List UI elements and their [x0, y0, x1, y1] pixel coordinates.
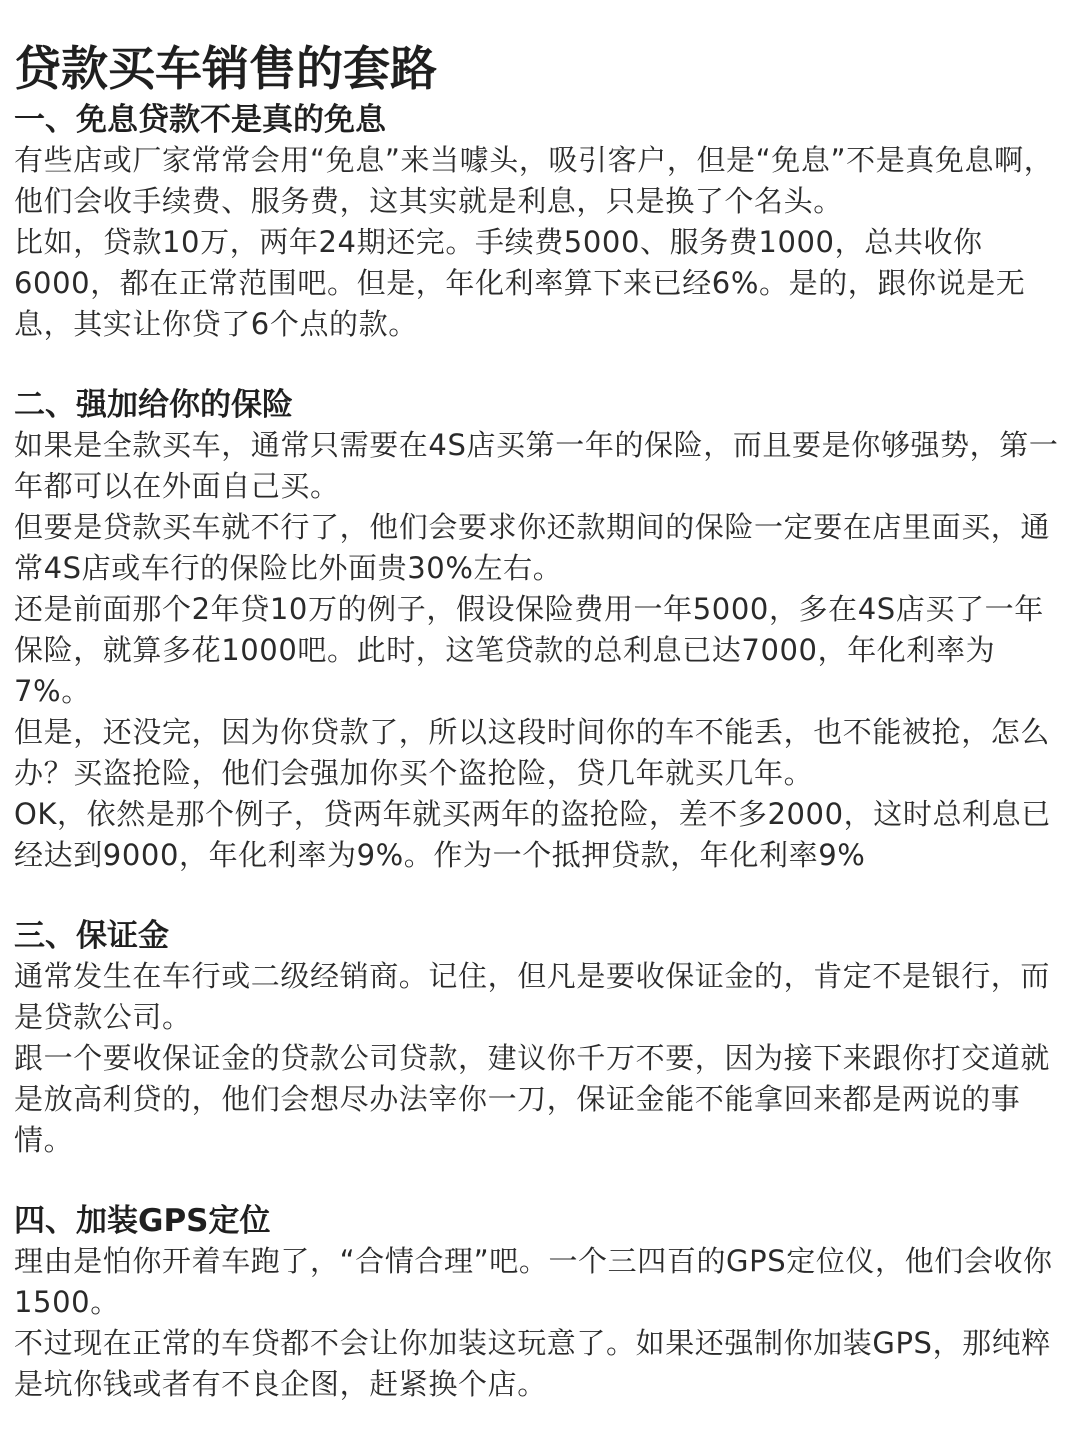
paragraph: 有些店或厂家常常会用“免息”来当噱头，吸引客户，但是“免息”不是真免息啊，他们会收手续费、服务费，这其实就是利息，只是换了个名头。 — [14, 143, 1054, 218]
paragraph: OK，依然是那个例子，贷两年就买两年的盗抢险，差不多2000，这时总利息已经达到9000，年化利率为9%。作为一个抵押贷款，年化利率9% — [14, 797, 1051, 872]
paragraph: 通常发生在车行或二级经销商。记住，但凡是要收保证金的，肯定不是银行，而是贷款公司。 — [14, 959, 1051, 1034]
section-2 — [14, 385, 1070, 876]
section-3 — [14, 916, 1070, 1161]
section-heading: 三、保证金 — [14, 918, 169, 954]
paragraph: 比如，贷款10万，两年24期还完。手续费5000、服务费1000，总共收你6000，都在正常范围吧。但是，年化利率算下来已经6%。是的，跟你说是无息，其实让你贷了6个点的款。 — [14, 225, 1026, 341]
section-1 — [14, 100, 1070, 345]
paragraph: 但要是贷款买车就不行了，他们会要求你还款期间的保险一定要在店里面买，通常4S店或车行的保险比外面贵30%左右。 — [14, 510, 1051, 585]
paragraph: 如果是全款买车，通常只需要在4S店买第一年的保险，而且要是你够强势，第一年都可以在外面自己买。 — [14, 428, 1059, 503]
section-heading: 四、加装GPS定位 — [14, 1203, 271, 1239]
paragraph: 但是，还没完，因为你贷款了，所以这段时间你的车不能丢，也不能被抢，怎么办？买盗抢险，他们会强加你买个盗抢险，贷几年就买几年。 — [14, 715, 1051, 790]
paragraph: 还是前面那个2年贷10万的例子，假设保险费用一年5000，多在4S店买了一年保险，就算多花1000吧。此时，这笔贷款的总利息已达7000，年化利率为7%。 — [14, 592, 1044, 708]
article — [14, 40, 1070, 1405]
paragraph: 理由是怕你开着车跑了，“合情合理”吧。一个三四百的GPS定位仪，他们会收你1500。 — [14, 1244, 1053, 1319]
page-title: 贷款买车销售的套路 — [14, 42, 437, 97]
paragraph: 跟一个要收保证金的贷款公司贷款，建议你千万不要，因为接下来跟你打交道就是放高利贷的，他们会想尽办法宰你一刀，保证金能不能拿回来都是两说的事情。 — [14, 1041, 1051, 1157]
section-heading: 一、免息贷款不是真的免息 — [14, 102, 386, 138]
paragraph: 不过现在正常的车贷都不会让你加装这玩意了。如果还强制你加装GPS，那纯粹是坑你钱或者有不良企图，赶紧换个店。 — [14, 1326, 1051, 1401]
section-4 — [14, 1201, 1070, 1405]
section-heading: 二、强加给你的保险 — [14, 387, 293, 423]
